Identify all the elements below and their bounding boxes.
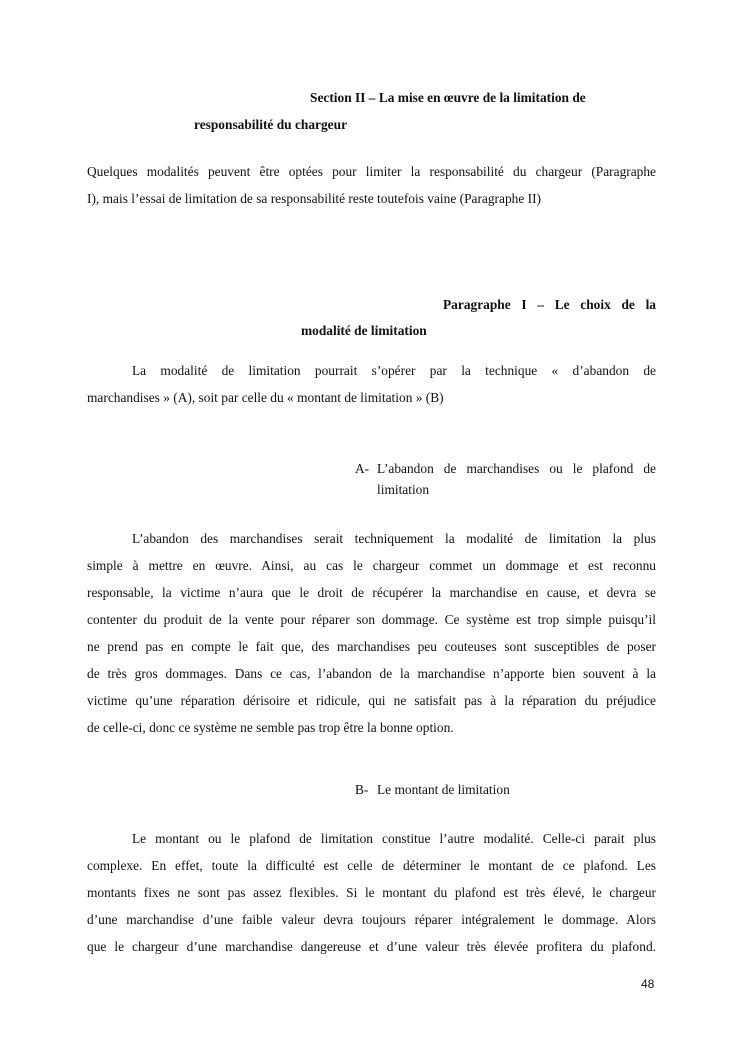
body-a-line-6: de très gros dommages. Dans ce cas, l’abandon de la marchandise n’apporte bien souvent à la	[87, 666, 656, 681]
paragraphe-intro-line-2: marchandises » (A), soit par celle du « montant de limitation » (B)	[87, 390, 444, 405]
paragraphe-intro-line-1: La modalité de limitation pourrait s’opérer par la technique « d’abandon de	[132, 363, 656, 378]
body-a-line-3: responsable, la victime n’aura que le droit de récupérer la marchandise en cause, et devra se	[87, 585, 656, 600]
subheading-a-marker: A-	[355, 461, 370, 476]
subheading-a-line1: L’abandon de marchandises ou le plafond de	[377, 461, 656, 476]
subheading-b-marker: B-	[355, 782, 369, 797]
paragraphe-title-line1: Paragraphe I – Le choix de la	[443, 297, 656, 312]
body-a-line-2: simple à mettre en œuvre. Ainsi, au cas le chargeur commet un dommage et est reconnu	[87, 558, 656, 573]
intro-paragraph	[87, 158, 656, 212]
body-a-line-8: de celle-ci, donc ce système ne semble pas trop être la bonne option.	[87, 720, 454, 735]
subsection-a-body	[87, 525, 656, 741]
body-a-line-4: contenter du produit de la vente pour réparer son dommage. Ce système est trop simple puisqu’il	[87, 612, 656, 627]
body-a-line-1: L’abandon des marchandises serait techniquement la modalité de limitation la plus	[132, 531, 656, 546]
subheading-a-line2: limitation	[377, 482, 430, 497]
body-a-line-7: victime qu’une réparation dérisoire et ridicule, qui ne satisfait pas à la réparation du préjudice	[87, 693, 656, 708]
body-b-line-1: Le montant ou le plafond de limitation constitue l’autre modalité. Celle-ci parait plus	[132, 831, 656, 846]
page-number: 48	[641, 977, 655, 991]
body-b-line-5: que le chargeur d’une marchandise dangereuse et d’une valeur très élevée profitera du plafond.	[87, 939, 656, 954]
body-a-line-5: ne prend pas en compte le fait que, des marchandises peu couteuses sont susceptibles de poser	[87, 639, 656, 654]
intro-line-1: Quelques modalités peuvent être optées pour limiter la responsabilité du chargeur (Paragraphe	[87, 164, 656, 179]
section-title-line2: responsabilité du chargeur	[194, 117, 348, 132]
body-b-line-2: complexe. En effet, toute la difficulté est celle de déterminer le montant de ce plafond. Les	[87, 858, 656, 873]
body-b-line-4: d’une marchandise d’une faible valeur devra toujours réparer intégralement le dommage. Alors	[87, 912, 656, 927]
section-title-line1: Section II – La mise en œuvre de la limitation de	[310, 90, 586, 105]
subsection-b-body	[87, 825, 656, 960]
paragraphe-intro	[87, 357, 656, 411]
intro-line-2: I), mais l’essai de limitation de sa responsabilité reste toutefois vaine (Paragraphe II)	[87, 191, 542, 206]
paragraphe-title-line2: modalité de limitation	[301, 323, 427, 338]
subheading-b-line1: Le montant de limitation	[377, 782, 510, 797]
body-b-line-3: montants fixes ne sont pas assez flexibles. Si le montant du plafond est très élevé, le chargeur	[87, 885, 656, 900]
